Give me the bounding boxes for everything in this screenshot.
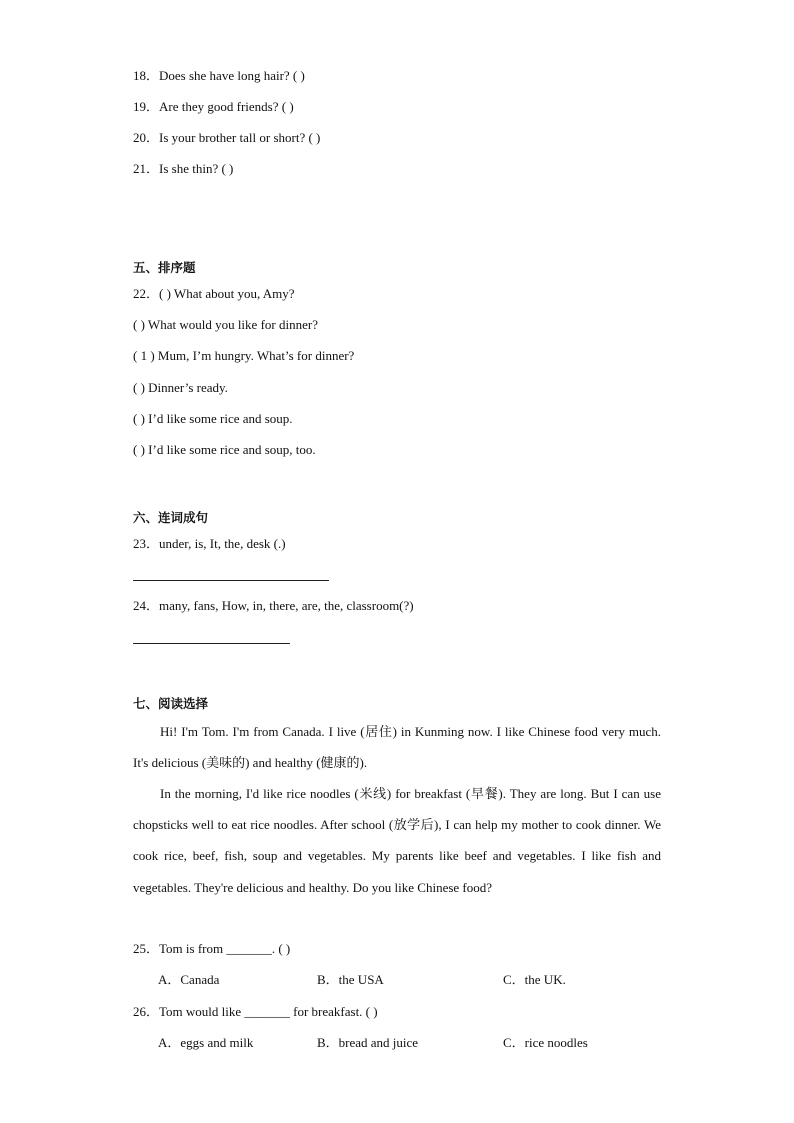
ordering-line: ( 1 ) Mum, I’m hungry. What’s for dinner? (133, 348, 355, 363)
question-19: 19．Are they good friends? ( ) (133, 99, 294, 114)
question-18: 18．Does she have long hair? ( ) (133, 68, 305, 83)
option-b: B．the USA (317, 972, 384, 987)
option-a: A．eggs and milk (158, 1035, 254, 1050)
ordering-line: ( ) I’d like some rice and soup. (133, 411, 293, 426)
question-25: 25．Tom is from _______. ( ) (133, 941, 291, 956)
section-5-heading: 五、排序题 (133, 260, 196, 275)
option-c: C．the UK. (503, 972, 566, 987)
ordering-line: ( ) I’d like some rice and soup, too. (133, 442, 316, 457)
option-a: A．Canada (158, 972, 220, 987)
question-21: 21．Is she thin? ( ) (133, 161, 234, 176)
reading-paragraph-2 (133, 778, 661, 903)
section-7-heading: 七、阅读选择 (133, 696, 209, 711)
question-26: 26．Tom would like _______ for breakfast. ( ) (133, 1004, 378, 1019)
answer-line-24 (133, 643, 290, 644)
ordering-line: ( ) Dinner’s ready. (133, 380, 228, 395)
ordering-line: 22．( ) What about you, Amy? (133, 286, 295, 301)
reading-paragraph-1 (133, 716, 661, 778)
ordering-line: ( ) What would you like for dinner? (133, 317, 318, 332)
option-b: B．bread and juice (317, 1035, 419, 1050)
question-24: 24．many, fans, How, in, there, are, the, classroom(?) (133, 598, 414, 613)
reading-paragraph-1-text: Hi! I'm Tom. I'm from Canada. I live (居住) in Kunming now. I like Chinese food very much. It's delicious (美味的) and healthy (健康的). (133, 724, 661, 771)
answer-line-23 (133, 580, 329, 581)
question-23: 23．under, is, It, the, desk (.) (133, 536, 286, 551)
section-6-heading: 六、连词成句 (133, 510, 209, 525)
reading-paragraph-2-text: In the morning, I'd like rice noodles (米线) for breakfast (早餐). They are long. But I can use chopsticks well to eat rice noodles. After school (放学后), I can help my mother to cook dinner. We cook rice, beef, fish, soup and vegetables. My parents like beef and vegetables. I like fish and vegetables. They're delicious and healthy. Do you like Chinese food? (133, 786, 661, 895)
option-c: C．rice noodles (503, 1035, 588, 1050)
question-20: 20．Is your brother tall or short? ( ) (133, 130, 321, 145)
